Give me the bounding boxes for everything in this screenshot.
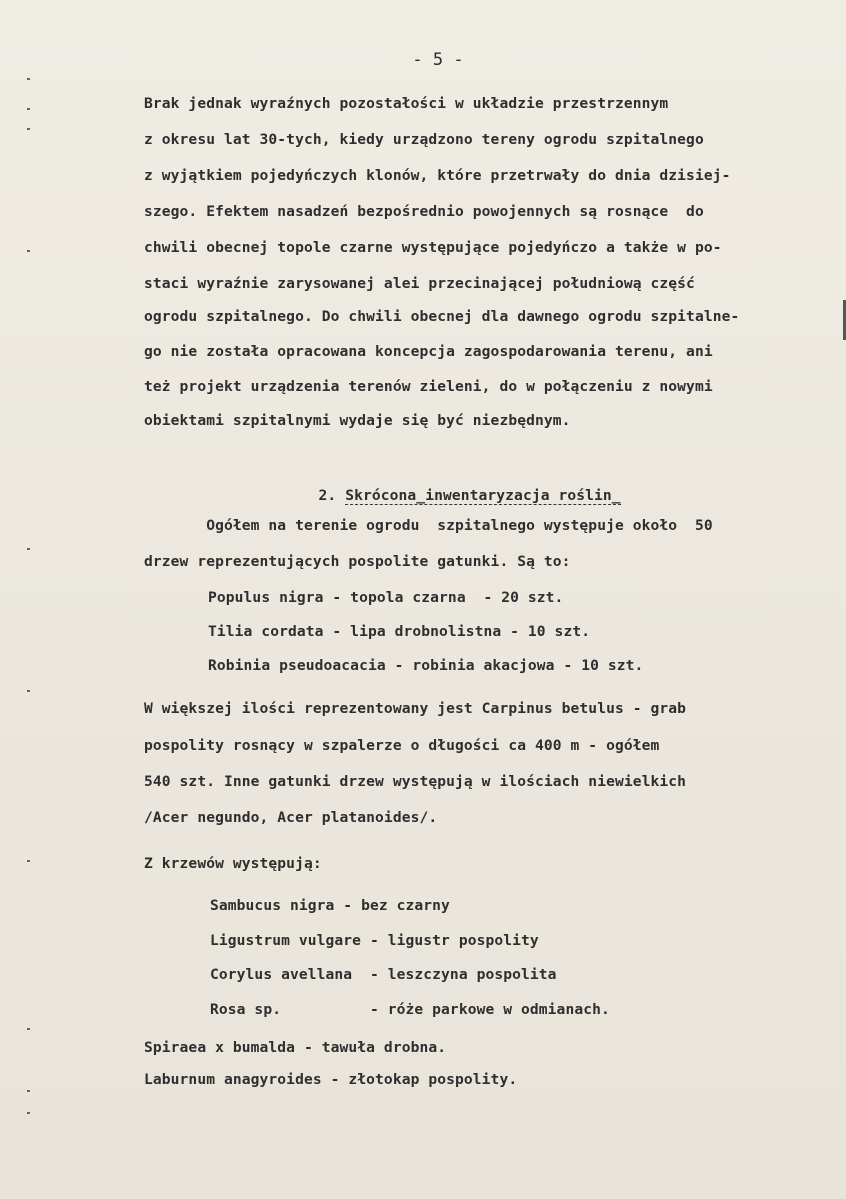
shrub-list-item: Corylus avellana - leszczyna pospolita [210, 966, 557, 983]
punch-mark [27, 548, 30, 550]
paragraph-line: z wyjątkiem pojedyńczych klonów, które przetrwały do dnia dzisiej- [144, 167, 731, 184]
shrub-list-item: Spiraea x bumalda - tawuła drobna. [144, 1039, 447, 1056]
paragraph-line: chwili obecnej topole czarne występujące pojedyńczo a także w po- [144, 239, 722, 256]
punch-mark [27, 78, 30, 80]
paragraph-line: ogrodu szpitalnego. Do chwili obecnej dla dawnego ogrodu szpitalne- [144, 308, 740, 325]
paragraph-line: drzew reprezentujących pospolite gatunki. Są to: [144, 553, 571, 570]
paragraph-line: W większej ilości reprezentowany jest Carpinus betulus - grab [144, 700, 687, 717]
page-number: - 5 - [412, 50, 464, 70]
shrub-list-item: Laburnum anagyroides - złotokap pospolity. [144, 1071, 518, 1088]
punch-mark [27, 128, 30, 130]
shrub-list-item: Ligustrum vulgare - ligustr pospolity [210, 932, 539, 949]
punch-mark [27, 108, 30, 110]
punch-mark [27, 250, 30, 252]
tree-list-item: Populus nigra - topola czarna - 20 szt. [208, 589, 564, 606]
punch-mark [27, 1028, 30, 1030]
tree-list-item: Robinia pseudoacacia - robinia akacjowa - 10 szt. [208, 657, 644, 674]
paragraph-line: staci wyraźnie zarysowanej alei przecinającej południową część [144, 275, 695, 292]
punch-mark [27, 690, 30, 692]
paragraph-line: też projekt urządzenia terenów zieleni, do w połączeniu z nowymi [144, 378, 713, 395]
section-heading [283, 470, 621, 521]
section-title: Skrócona_inwentaryzacja roślin_ [345, 487, 621, 504]
paragraph-line: go nie została opracowana koncepcja zagospodarowania terenu, ani [144, 343, 713, 360]
shrubs-intro: Z krzewów występują: [144, 855, 322, 872]
paragraph-line: obiektami szpitalnymi wydaje się być niezbędnym. [144, 412, 571, 429]
shrub-list-item: Sambucus nigra - bez czarny [210, 897, 450, 914]
paragraph-line: Ogółem na terenie ogrodu szpitalnego występuje około 50 [144, 517, 713, 534]
section-number: 2. [318, 487, 337, 504]
paragraph-line: /Acer negundo, Acer platanoides/. [144, 809, 438, 826]
punch-mark [27, 860, 30, 862]
paragraph-line: pospolity rosnący w szpalerze o długości ca 400 m - ogółem [144, 737, 660, 754]
shrub-list-item: Rosa sp. - róże parkowe w odmianach. [210, 1001, 610, 1018]
paragraph-line: 540 szt. Inne gatunki drzew występują w ilościach niewielkich [144, 773, 687, 790]
paragraph-line: Brak jednak wyraźnych pozostałości w układzie przestrzennym [144, 95, 669, 112]
paragraph-line: szego. Efektem nasadzeń bezpośrednio powojennych są rosnące do [144, 203, 704, 220]
paragraph-line: z okresu lat 30-tych, kiedy urządzono tereny ogrodu szpitalnego [144, 131, 704, 148]
tree-list-item: Tilia cordata - lipa drobnolistna - 10 szt. [208, 623, 591, 640]
punch-mark [27, 1112, 30, 1114]
punch-mark [27, 1090, 30, 1092]
